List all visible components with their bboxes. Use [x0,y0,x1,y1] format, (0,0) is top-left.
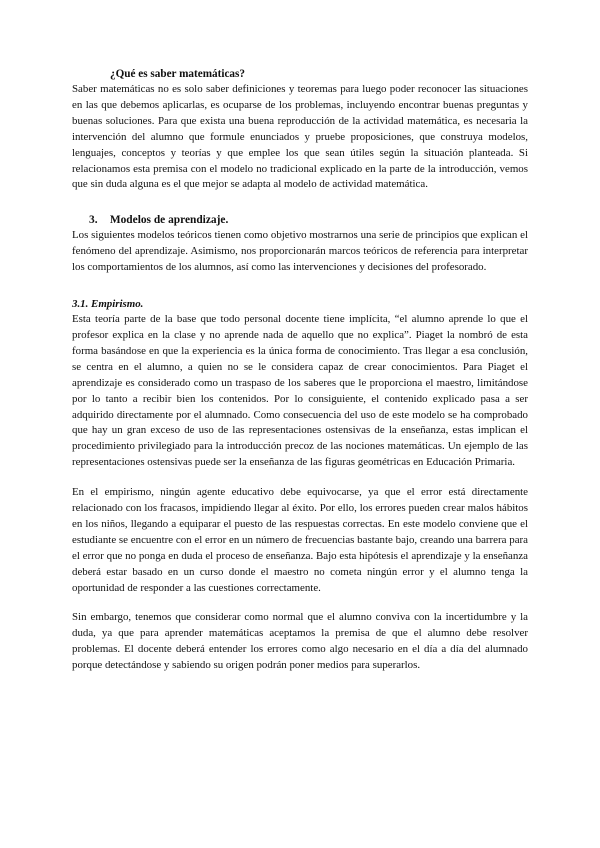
paragraph-empirismo-3: Sin embargo, tenemos que considerar como normal que el alumno conviva con la incertidumbre y la duda, ya que para aprender matemáticas aceptamos la premisa de que el alumno debe resolver problemas. El docente deberá entender los errores como algo necesario en el día a día del alumnado porque detectándose y sabiendo su origen podrán poner medios para superarlos. [72,611,528,672]
heading-modelos-de-aprendizaje [89,212,528,228]
heading-empirismo: 3.1. Empirismo. [72,298,144,311]
paragraph-empirismo-2: En el empirismo, ningún agente educativo debe equivocarse, ya que el error está directamente relacionado con los fracasos, impidiendo llegar al éxito. Por ello, los errores pueden crear malos hábitos en los niños, llegando a equiparar el puesto de las respuestas correctas. En este modelo conviene que el estudiante se encuentre con el error en un número de frecuencias bastante bajo, creando una barrera para el error que no ponga en duda el proceso de enseñanza. Bajo esta hipótesis el aprendizaje y la enseñanza deberá estar basado en un curso donde el maestro no cometa ningún error y el alumno tenga la oportunidad de responder a las cuestiones correctamente. [72,486,528,594]
paragraph-modelos-de-aprendizaje: Los siguientes modelos teóricos tienen como objetivo mostrarnos una serie de principios que explican el fenómeno del aprendizaje. Asimismo, nos proporcionarán marcos teóricos de referencia para interpretar los comportamientos de los alumnos, así como las intervenciones y decisiones del profesorado. [72,229,528,274]
heading-que-es-saber-matematicas: ¿Qué es saber matemáticas? [110,68,245,80]
paragraph-empirismo-1: Esta teoría parte de la base que todo personal docente tiene implícita, “el alumno aprende lo que el profesor explica en la clase y no aprende nada de aquello que no explica”. Piaget la nombró de esta forma basándose en que la experiencia es la única forma de conocimiento. Tras llegar a esa conclusión, se centra en el alumno, a quien no se le considera capaz de crear conocimientos. Para Piaget el aprendizaje es considerado como un traspaso de los saberes que le proporciona el maestro, limitándose por lo tanto a recibir bien los contenidos. Por lo consiguiente, el contenido explicado pasa a ser adquirido directamente por el alumnado. Como consecuencia del uso de este modelo se ha comprobado que hay un gran exceso de uso de las representaciones ostensivas de la enseñanza, estas implican el procedimiento privilegiado para la introducción precoz de las nociones matemáticas. Un ejemplo de las representaciones ostensivas puede ser la enseñanza de las figuras geométricas en Educación Primaria. [72,313,528,469]
paragraph-que-es-saber-matematicas: Saber matemáticas no es solo saber definiciones y teoremas para luego poder reconocer las situaciones en las que debemos aplicarlas, es ocuparse de los problemas, incluyendo encontrar buenas preguntas y buenas soluciones. Para que exista una buena reproducción de la actividad matemática, es necesaria la intervención del alumno que formule enunciados y pruebe proposiciones, que construya modelos, lenguajes, conceptos y teorías y que emplee los que sean útiles según la situación planteada. Si relacionamos esta premisa con el modelo no tradicional explicado en la parte de la introducción, vemos que sin duda alguna es el que mejor se adapta al modelo de actividad matemática. [72,83,528,191]
section-number: 3. [89,214,98,227]
section-title: Modelos de aprendizaje. [109,214,229,227]
